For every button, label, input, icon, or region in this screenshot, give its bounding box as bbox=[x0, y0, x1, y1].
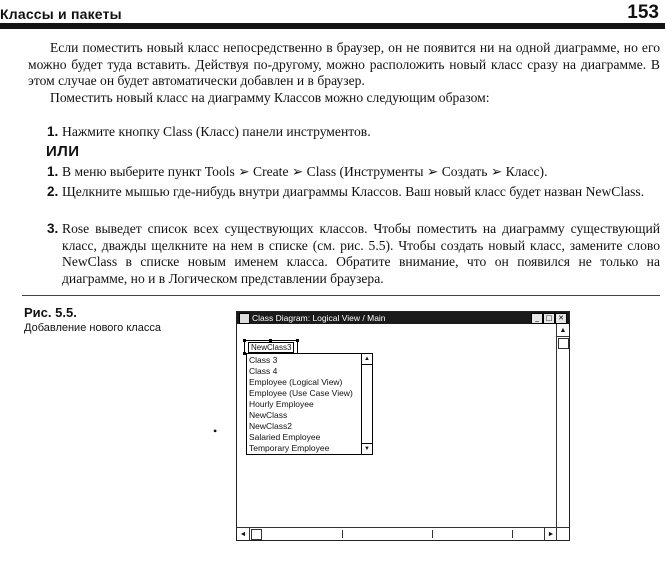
minimize-button[interactable]: _ bbox=[531, 313, 543, 324]
class-list-item[interactable]: Employee (Logical View) bbox=[249, 377, 343, 387]
close-button[interactable]: ✕ bbox=[555, 313, 567, 324]
class-name-input[interactable]: NewClass3 bbox=[248, 342, 294, 353]
step-number: 1. bbox=[47, 124, 59, 139]
maximize-button[interactable]: □ bbox=[543, 313, 555, 324]
scrollbar-corner bbox=[556, 527, 569, 540]
class-list-item[interactable]: NewClass bbox=[249, 410, 288, 420]
resize-handle[interactable] bbox=[296, 339, 299, 342]
page-header bbox=[0, 0, 665, 30]
step-number: 1. bbox=[47, 164, 59, 179]
scroll-tick bbox=[432, 530, 433, 538]
scroll-tick bbox=[512, 530, 513, 538]
figure-number: Рис. 5.5. bbox=[24, 305, 77, 320]
step-number: 2. bbox=[47, 184, 59, 199]
page-number: 153 bbox=[627, 2, 659, 23]
step-text: В меню выберите пункт Tools ➢ Create ➢ Class (Инструменты ➢ Создать ➢ Класс). bbox=[62, 164, 548, 179]
paragraph-2: Поместить новый класс на диаграмму Классов можно следующим образом: bbox=[50, 89, 490, 105]
step-text: Щелкните мышью где-нибудь внутри диаграммы Классов. Ваш новый класс будет назван NewClass. bbox=[62, 184, 645, 199]
system-menu-icon[interactable] bbox=[239, 313, 250, 324]
class-diagram-window bbox=[236, 311, 570, 541]
step-2 bbox=[47, 184, 660, 201]
vertical-scrollbar[interactable] bbox=[556, 324, 569, 528]
list-scroll-down-icon[interactable]: ▼ bbox=[362, 443, 372, 454]
step-1b bbox=[47, 164, 660, 181]
paragraph-1: Если поместить новый класс непосредственно в браузер, он не появится ни на одной диаграмме, но его можно будет туда вставить. Действуя по-другому, можно расположить новый класс сразу на диаграмме. В этом случае он будет автоматически добавлен и в браузер. bbox=[28, 40, 660, 88]
header-rule bbox=[0, 23, 665, 29]
scroll-right-arrow-icon[interactable]: ► bbox=[544, 528, 557, 540]
horizontal-scroll-thumb[interactable] bbox=[251, 529, 262, 540]
chapter-title: Классы и пакеты bbox=[0, 6, 122, 22]
step-text: Rose выведет список всех существующих классов. Чтобы поместить на диаграмму существующий класс, дважды щелкните на нем в списке (см. рис. 5.5). Чтобы создать новый класс, замените слово NewClass в списке новым именем класса. Обратите внимание, что он появился не только на диаграмме, но и в Логическом представлении браузера. bbox=[62, 221, 660, 286]
class-list-item[interactable]: Salaried Employee bbox=[249, 432, 321, 442]
class-list-item[interactable]: Hourly Employee bbox=[249, 399, 314, 409]
class-list-item[interactable]: Class 3 bbox=[249, 355, 278, 365]
scroll-left-arrow-icon[interactable]: ◄ bbox=[237, 528, 250, 540]
class-list-item[interactable]: Employee (Use Case View) bbox=[249, 388, 353, 398]
class-list bbox=[249, 355, 361, 454]
step-text: Нажмите кнопку Class (Класс) панели инструментов. bbox=[62, 124, 371, 139]
resize-handle[interactable] bbox=[243, 339, 246, 342]
figure-divider bbox=[22, 295, 660, 296]
horizontal-scrollbar[interactable] bbox=[237, 527, 557, 540]
scroll-tick bbox=[342, 530, 343, 538]
figure-caption: Добавление нового класса bbox=[24, 322, 161, 334]
print-speck: • bbox=[213, 424, 218, 438]
class-list-item[interactable]: Temporary Employee bbox=[249, 443, 330, 453]
intro-text bbox=[28, 40, 660, 106]
or-separator: ИЛИ bbox=[46, 143, 80, 160]
class-list-item[interactable]: Class 4 bbox=[249, 366, 278, 376]
class-list-item[interactable]: NewClass2 bbox=[249, 421, 292, 431]
window-title: Class Diagram: Logical View / Main bbox=[252, 313, 386, 323]
step-3 bbox=[47, 221, 660, 287]
existing-classes-list[interactable] bbox=[246, 353, 373, 455]
window-titlebar[interactable] bbox=[237, 312, 569, 324]
list-scrollbar[interactable] bbox=[361, 354, 372, 454]
step-number: 3. bbox=[47, 221, 59, 236]
vertical-scroll-thumb[interactable] bbox=[558, 338, 569, 349]
list-scroll-up-icon[interactable]: ▲ bbox=[362, 354, 372, 365]
new-class-box[interactable] bbox=[244, 340, 298, 354]
step-1 bbox=[47, 124, 660, 141]
scroll-up-arrow-icon[interactable]: ▲ bbox=[557, 324, 569, 337]
